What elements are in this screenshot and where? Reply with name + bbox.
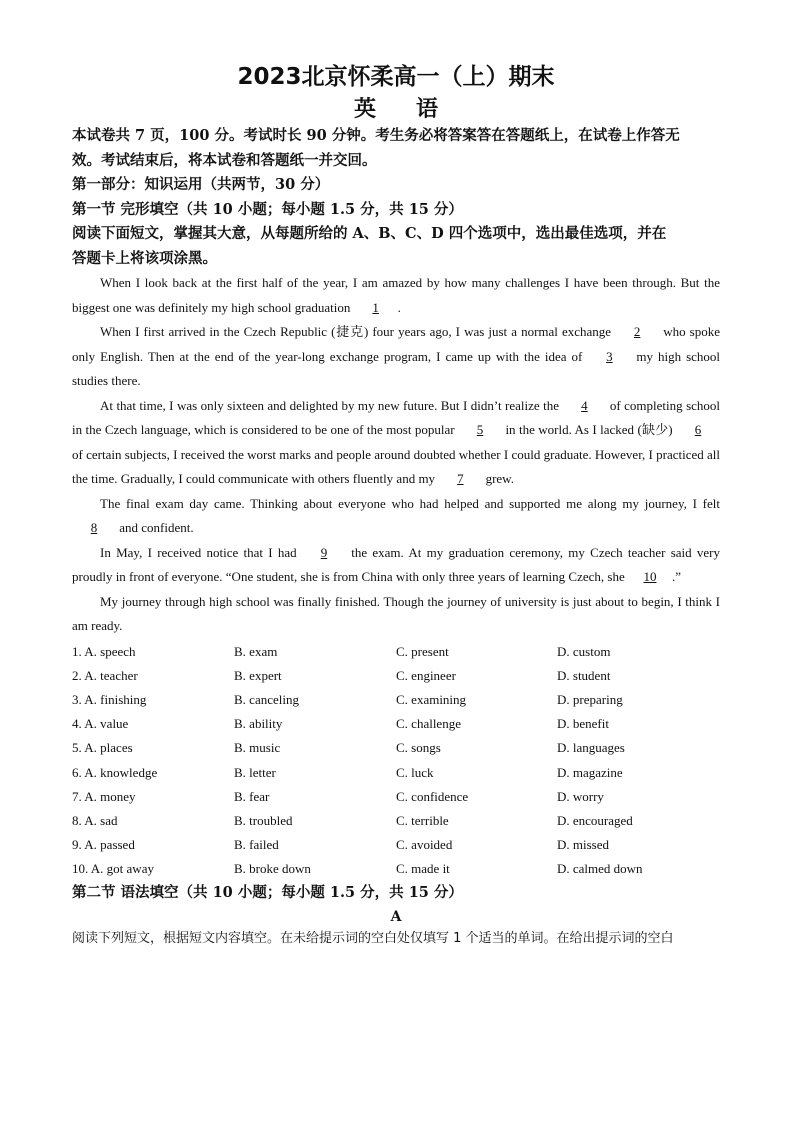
blank-9: 9 — [320, 544, 328, 560]
option-2-d: D. student — [557, 667, 611, 683]
passage-paragraph-2 — [72, 320, 720, 394]
passage-text: of certain subjects, I received the worst marks and people around doubted whether I could graduate. However, I practiced all the time. Gradually, I could communicate with others fluently and my — [72, 446, 720, 486]
option-row — [72, 736, 732, 760]
option-3-d: D. preparing — [557, 691, 623, 707]
option-8-b: B. troubled — [234, 812, 293, 828]
option-3-b: B. canceling — [234, 691, 299, 707]
blank-10: 10 — [643, 569, 657, 584]
blank-2: 2 — [633, 324, 641, 339]
option-row — [72, 712, 732, 736]
passage-text: .” — [671, 569, 681, 584]
cloze-passage — [72, 271, 720, 639]
exam-title: 2023北京怀柔高一（上）期末 — [237, 64, 555, 90]
exam-page — [72, 60, 720, 950]
passage-paragraph-6: My journey through high school was finally finished. Though the journey of university is just about to begin, I think I am ready. — [72, 593, 720, 633]
option-row — [72, 833, 732, 857]
passage-text: of completing school in the Czech language, which is considered to be one of the most popular — [72, 397, 721, 437]
instructions — [72, 124, 720, 173]
option-row — [72, 809, 732, 833]
passage-text: In May, I received notice that I had — [100, 544, 297, 560]
subject-title — [72, 94, 720, 124]
option-4-b: B. ability — [234, 716, 283, 732]
option-8-c: C. terrible — [396, 812, 449, 828]
instructions-line-1: 本试卷共 7 页，100 分。考试时长 90 分钟。考生务必将答案答在答题纸上，在试卷上作答无 — [72, 127, 680, 144]
option-4-d: D. benefit — [557, 716, 609, 732]
passage-paragraph-1 — [72, 271, 720, 320]
option-row — [72, 688, 732, 712]
option-1-b: B. exam — [234, 643, 278, 659]
option-10-a: 10. A. got away — [72, 861, 154, 877]
passage-text: and confident. — [119, 520, 194, 535]
option-3-a: 3. A. finishing — [72, 691, 147, 707]
option-7-a: 7. A. money — [72, 788, 136, 804]
option-1-a: 1. A. speech — [72, 643, 136, 659]
blank-3: 3 — [606, 348, 613, 364]
option-8-a: 8. A. sad — [72, 812, 118, 828]
subject-char-1: 英 — [353, 96, 376, 122]
option-9-d: D. missed — [557, 837, 609, 853]
passage-paragraph-4 — [72, 492, 720, 541]
option-9-a: 9. A. passed — [72, 837, 135, 853]
option-7-c: C. confidence — [396, 788, 469, 804]
option-1-d: D. custom — [557, 643, 611, 659]
section1-directions — [72, 222, 720, 271]
passage-text: . — [397, 299, 401, 315]
passage-text: When I first arrived in the Czech Republic (捷克) four years ago, I was just a normal exchange — [100, 324, 612, 339]
option-4-c: C. challenge — [396, 716, 461, 732]
option-4-a: 4. A. value — [72, 716, 129, 732]
option-6-b: B. letter — [234, 764, 276, 780]
option-9-b: B. failed — [234, 837, 279, 853]
passage-text: grew. — [485, 471, 514, 486]
option-8-d: D. encouraged — [557, 812, 633, 828]
blank-5: 5 — [476, 422, 484, 437]
option-2-c: C. engineer — [396, 667, 456, 683]
blank-1: 1 — [372, 299, 379, 315]
option-6-d: D. magazine — [557, 764, 623, 780]
option-5-a: 5. A. places — [72, 740, 133, 756]
option-3-c: C. examining — [396, 691, 467, 707]
part1-heading: 第一部分：知识运用（共两节，30 分） — [72, 176, 330, 193]
option-6-c: C. luck — [396, 764, 434, 780]
passage-text: The final exam day came. Thinking about everyone who had helped and supported me along my journey, I felt — [100, 495, 720, 511]
passage-text: my high school studies there. — [72, 348, 721, 388]
option-10-c: C. made it — [396, 861, 450, 877]
section2-directions: 阅读下列短文，根据短文内容填空。在未给提示词的空白处仅填写 1 个适当的单词。在给出提示词的空白 — [72, 930, 674, 946]
subject-char-2: 语 — [416, 96, 439, 122]
directions-line-1: 阅读下面短文，掌握其大意，从每题所给的 A、B、C、D 四个选项中，选出最佳选项，并在 — [72, 225, 667, 242]
passage-text: who spoke only English. Then at the end of the year-long exchange program, I came up with the idea of — [72, 324, 721, 364]
option-row — [72, 857, 732, 881]
blank-7: 7 — [457, 471, 464, 486]
blank-4: 4 — [581, 397, 588, 413]
blank-6: 6 — [694, 422, 702, 437]
option-7-d: D. worry — [557, 788, 604, 804]
option-row — [72, 664, 732, 688]
section2-heading: 第二节 语法填空（共 10 小题；每小题 1.5 分，共 15 分） — [72, 884, 463, 902]
option-row — [72, 760, 732, 784]
instructions-line-2: 效。考试结束后，将本试卷和答题纸一并交回。 — [72, 151, 377, 169]
option-row — [72, 785, 732, 809]
option-10-d: D. calmed down — [557, 861, 643, 877]
options-table — [72, 640, 732, 882]
option-9-c: C. avoided — [396, 837, 453, 853]
option-1-c: C. present — [396, 643, 449, 659]
section1-heading: 第一节 完形填空（共 10 小题；每小题 1.5 分，共 15 分） — [72, 200, 463, 218]
passage-text: the exam. At my graduation ceremony, my Czech teacher said very proudly in front of everyone. “One student, she is from China with only three years of learning Czech, she — [72, 544, 721, 584]
option-2-b: B. expert — [234, 667, 282, 683]
passage-text: When I look back at the first half of the year, I am amazed by how many challenges I have been through. But the biggest one was definitely my high school graduation — [72, 275, 720, 315]
blank-8: 8 — [90, 520, 98, 535]
passage-text: in the world. As I lacked (缺少) — [505, 422, 673, 437]
option-5-d: D. languages — [557, 740, 625, 756]
passage-text: At that time, I was only sixteen and delighted by my new future. But I didn’t realize the — [100, 397, 559, 413]
passage-paragraph-3 — [72, 394, 720, 492]
option-5-c: C. songs — [396, 740, 441, 756]
option-6-a: 6. A. knowledge — [72, 764, 158, 780]
option-10-b: B. broke down — [234, 861, 311, 877]
option-5-b: B. music — [234, 740, 281, 756]
passage-paragraph-5 — [72, 541, 720, 590]
option-2-a: 2. A. teacher — [72, 667, 138, 683]
option-7-b: B. fear — [234, 788, 270, 804]
option-row — [72, 640, 732, 664]
passage-a-label: A — [390, 908, 402, 925]
directions-line-2: 答题卡上将该项涂黑。 — [72, 249, 217, 267]
